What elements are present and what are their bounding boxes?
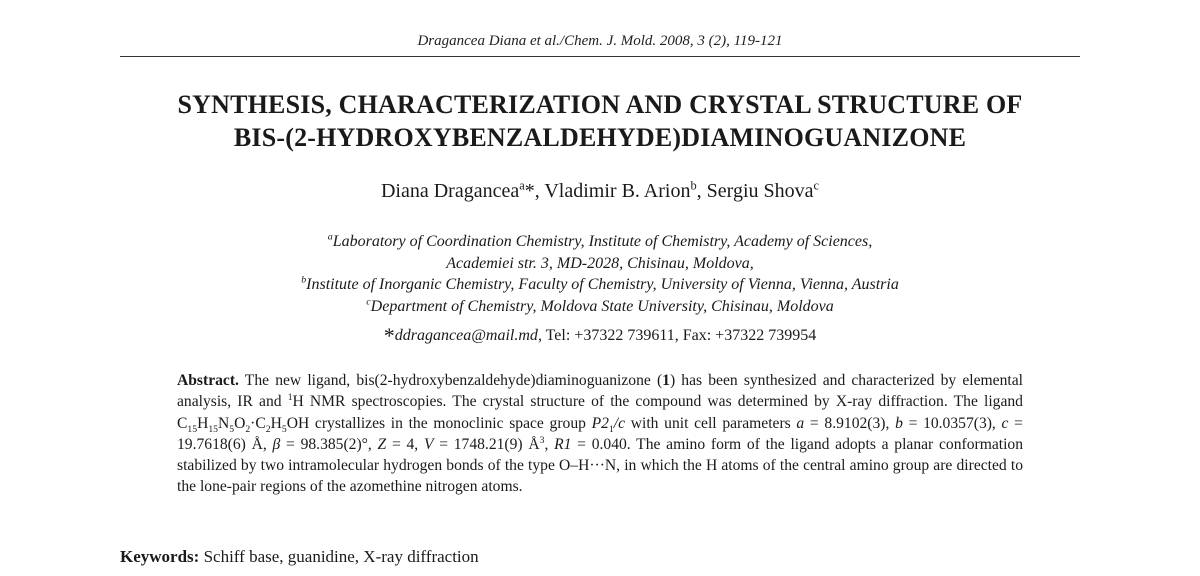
keywords-label: Keywords: [120, 547, 200, 566]
isotope-mark: 1 [287, 392, 293, 404]
header-rule [120, 56, 1080, 57]
formula-subscript: 15 [187, 423, 198, 435]
cell-param-symbol: V [423, 435, 434, 453]
affiliation-mark: b [301, 274, 307, 286]
abstract-text: H NMR spectroscopies. The crystal structure of the compound was determined by X-ray diffraction. The ligand C [177, 393, 1023, 432]
affiliation-mark: a [327, 231, 333, 243]
title-line-1: SYNTHESIS, CHARACTERIZATION AND CRYSTAL STRUCTURE OF [177, 90, 1023, 119]
formula-element: H [270, 414, 282, 432]
unit-exponent: 3 [539, 434, 545, 446]
formula-element: H [197, 414, 209, 432]
formula-element: N [217, 414, 230, 432]
title-line-2: BIS-(2-HYDROXYBENZALDEHYDE)DIAMINOGUANIZONE [233, 123, 967, 152]
paper-title [0, 88, 1200, 154]
keywords-text: Schiff base, guanidine, X-ray diffraction [199, 547, 479, 566]
cell-param-value: = 19.7618(6) Å, [177, 414, 1023, 453]
affiliation-b [0, 274, 1200, 296]
phone-fax: , Tel: +37322 739611, Fax: +37322 739954 [537, 327, 817, 344]
corresponding-mark: * [524, 180, 535, 202]
cell-param-symbol: a [796, 414, 805, 432]
affiliation-text: Institute of Inorganic Chemistry, Faculty of Chemistry, University of Vienna, Vienna, Austria [306, 276, 899, 293]
cell-param-value: = 10.0357(3), [902, 414, 1002, 432]
cell-param-symbol: c [1001, 414, 1009, 432]
formula-subscript: 15 [208, 423, 218, 435]
author-affiliation-mark: c [813, 178, 820, 193]
cell-param-symbol: Z [377, 435, 387, 453]
space-group-subscript: 1 [608, 423, 614, 435]
cell-param-symbol: R1 [554, 435, 572, 453]
author-separator: , [696, 180, 707, 202]
affiliation-c [0, 296, 1200, 318]
author-affiliation-mark: b [690, 178, 697, 193]
formula-subscript: 5 [229, 423, 235, 435]
abstract-text: crystallizes in the monoclinic space group [309, 414, 592, 432]
author-name: Vladimir B. Arion [544, 180, 691, 202]
cell-param-value: = 98.385(2)°, [280, 435, 378, 453]
formula-subscript: 2 [265, 423, 271, 435]
affiliation-text: Laboratory of Coordination Chemistry, Institute of Chemistry, Academy of Sciences, [332, 233, 873, 250]
formula-element: O [234, 414, 246, 432]
cell-param-value: = 8.9102(3), [804, 414, 896, 432]
corresponding-star: * [383, 323, 395, 348]
author-name: Sergiu Shova [706, 180, 814, 202]
affiliation-a-address: Academiei str. 3, MD-2028, Chisinau, Moldova, [446, 254, 754, 272]
space-group: P2 [591, 414, 609, 432]
author-list [0, 180, 1200, 203]
affiliation-mark: c [366, 296, 371, 308]
formula-element: OH [286, 414, 310, 432]
author-separator: , [534, 180, 545, 202]
cell-param-symbol: β [272, 435, 281, 453]
contact-line [0, 323, 1200, 349]
formula-subscript: 2 [245, 423, 251, 435]
abstract [177, 370, 1023, 498]
formula-subscript: 5 [281, 423, 287, 435]
affiliation-text: Department of Chemistry, Moldova State University, Chisinau, Moldova [370, 297, 834, 315]
cell-param-value: = 4, [386, 435, 424, 453]
email-link[interactable]: ddragancea@mail.md [394, 327, 538, 344]
affiliation-a [0, 231, 1200, 253]
abstract-label: Abstract. [177, 372, 239, 389]
formula-element: ·C [250, 414, 266, 432]
keywords [120, 547, 1080, 567]
affiliations [0, 231, 1200, 317]
abstract-text: , [544, 435, 555, 453]
abstract-text: with unit cell parameters [625, 414, 797, 432]
cell-param-value: = 1748.21(9) Å [433, 435, 540, 453]
compound-number: 1 [662, 372, 670, 389]
cell-param-symbol: b [895, 414, 903, 432]
space-group: /c [613, 414, 626, 432]
abstract-paragraph [177, 370, 1023, 498]
abstract-text: The amino form of the ligand adopts a planar conformation stabilized by two intramolecular hydrogen bonds of the type O–H···N, in which the H atoms of the central amino group are directed to the lone-pair regions of the azomethine nitrogen atoms. [177, 435, 1024, 496]
author-name: Diana Dragancea [380, 180, 520, 202]
running-header: Dragancea Diana et al./Chem. J. Mold. 2008, 3 (2), 119-121 [417, 33, 783, 49]
author-affiliation-mark: a [519, 178, 525, 193]
cell-param-value: = 0.040. [571, 435, 631, 453]
abstract-text: ) has been synthesized and characterized by elemental analysis, IR and [177, 372, 1023, 411]
abstract-text: The new ligand, bis(2-hydroxybenzaldehyde)diaminoguanizone ( [238, 372, 663, 389]
